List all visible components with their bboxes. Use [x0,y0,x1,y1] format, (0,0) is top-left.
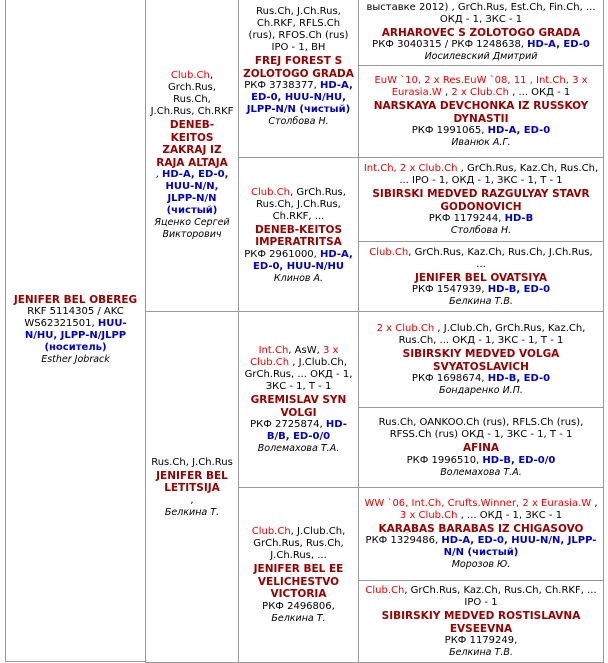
ggparent-1-registration [372,39,590,51]
text-segment: РКФ 2496806, [262,600,335,612]
text-segment[interactable]: HD-A, ED-0 [527,39,590,51]
text-segment: РКФ 2725874, [250,419,326,430]
text-segment: , GrCh.Rus, Kaz.Ch, Rus.Ch, ... IPO - 1, ОКД - 1, ЗКС - 1, Т - 1 [399,163,599,186]
ggparent-2-registration [412,125,550,137]
subject-dog-owner: Esther Jobrack [41,354,110,366]
ggparent-8-registration [445,635,518,647]
ggparent-1-owner: Иосилевский Дмитрий [424,51,538,63]
grandparent-cell-4 [238,487,359,663]
text-segment: , GrCh.Rus, Kaz.Ch, Rus.Ch, J.Ch.Rus, ... [408,246,593,270]
text-segment: РКФ 1547939, [411,284,488,296]
text-segment: , [591,497,598,509]
subject-dog-name[interactable]: JENIFER BEL OBEREG [13,293,138,306]
grandparent-3-owner: Волемахова Т.А. [257,443,340,454]
text-segment[interactable]: 2 x Club.Ch [451,87,509,98]
text-segment[interactable]: Club.Ch [369,246,409,258]
text-segment[interactable]: HD-A, ED-0 [487,125,551,136]
subject-dog-registration [10,306,141,354]
text-segment: , Grch.Rus, Rus.Ch, J.Ch.Rus, Ch.RKF [150,70,234,117]
grandparent-2-name[interactable]: DENEB-KEITOS IMPERATRITSA [254,223,343,248]
ggparent-8-owner: Белкина Т.В. [449,647,513,658]
grandparent-2-titles [243,187,354,223]
text-segment[interactable]: Int.Ch, 2 x Club.Ch [363,163,458,174]
ggparent-1-name[interactable]: ARHAROVEC S ZOLOTOGO GRADA [381,26,581,39]
text-segment: РКФ 3738377, [244,80,321,91]
ggparent-cell-7 [358,487,604,581]
text-segment: РКФ 1698674, [411,373,488,384]
text-segment: , GrCh.Rus, Rus.Ch, J.Ch.Rus, Ch.RKF, ... [256,186,346,222]
text-segment: , J.Club.Ch, GrCh.Rus, Kaz.Ch, Rus.Ch, ... ОКД - 1, ЗКС - 1, Т - 1 [398,323,586,346]
parent-dam-registration [190,495,193,507]
parent-cell-dam [145,311,239,663]
text-segment[interactable]: Club.Ch [365,585,405,596]
text-segment[interactable]: HD-A, ED-0, HUU-N/N, JLPP-N/N (чистый) [161,169,229,216]
ggparent-6-registration [407,455,556,467]
ggparent-2-name[interactable]: NARSKAYA DEVCHONKA IZ RUSSKOY DYNASTII [373,100,589,125]
parent-cell-sire [145,0,239,312]
ggparent-3-registration [429,213,533,225]
grandparent-cell-2 [238,157,359,313]
ggparent-2-owner: Иванюк А.Г. [451,137,511,148]
ggparent-6-name[interactable]: AFINA [462,442,500,455]
ggparent-cell-6 [358,407,604,488]
ggparent-cell-4 [358,241,604,313]
text-segment[interactable]: 3 x Club.Ch [250,345,339,368]
grandparent-2-owner: Клинов А. [273,272,324,284]
ggparent-5-name[interactable]: SIBIRSKIY MEDVED VOLGA SVYATOSLAVICH [402,348,560,373]
ggparent-5-registration [412,373,550,385]
text-segment: Rus.Ch, OANKOO.Ch (rus), RFLS.Ch (rus), RFSS.Ch (rus) ОКД - 1, ЗКС - 1, Т - 1 [378,417,584,441]
grandparent-3-name[interactable]: GREMISLAV SYN VOLGI [250,394,347,419]
text-segment: RKF 5114305 / AKC WS62321501, [24,306,124,330]
parent-dam-owner: Белкина Т. [164,506,220,518]
text-segment: РКФ 1329486, [365,535,442,547]
text-segment: , J.Club.Ch, GrCh.Rus, Rus.Ch, J.Ch.Rus, ... [253,526,346,562]
text-segment: Rus.Ch, J.Ch.Rus [151,456,233,468]
ggparent-1-titles [363,2,599,26]
text-segment[interactable]: HD-A, ED-0, HUU-N/N, JLPP-N/N (чистый) [441,535,597,559]
text-segment: , GrCh.Rus, Kaz.Ch, Rus.Ch, Ch.RKF, ... IPO - 1 [404,585,597,608]
text-segment[interactable]: WW `06, Int.Ch, Crufts.Winner, 2 x Eurasia.W [364,497,592,509]
text-segment[interactable]: Int.Ch [258,345,289,356]
ggparent-cell-2 [358,65,604,158]
parent-dam-titles [151,457,233,469]
parent-dam-name[interactable]: JENIFER BEL LETITSIJA [156,469,228,494]
parent-sire-registration [150,169,234,217]
ggparent-2-titles [363,75,599,99]
text-segment[interactable]: HD-A, ED-0, HUU-N/HU, JLPP-N/N (чистый) [246,80,353,115]
text-segment[interactable]: 3 x Club.Ch [399,509,458,521]
grandparent-3-registration [243,419,354,443]
grandparent-1-registration [243,80,354,116]
text-segment: , AsW, [288,345,323,356]
text-segment: , [155,169,162,180]
ggparent-3-name[interactable]: SIBIRSKI MEDVED RAZGULYAY STAVR GODONOVICH [372,188,590,213]
text-segment: РКФ 2961000, [244,248,321,260]
grandparent-cell-1 [238,0,359,158]
parent-sire-titles [150,70,234,118]
grandparent-1-name[interactable]: FREJ FOREST S ZOLOTOGO GRADA [243,55,354,80]
ggparent-6-titles [363,417,599,441]
grandparent-2-registration [243,249,354,273]
text-segment[interactable]: Club.Ch [251,186,290,198]
text-segment: РКФ 1179244, [428,213,505,224]
text-segment: РКФ 1179249, [444,635,518,646]
text-segment: РКФ 1996510, [406,454,483,466]
grandparent-cell-3 [238,311,359,488]
grandparent-4-name[interactable]: JENIFER BEL EE VELICHESTVO VICTORIA [253,563,344,601]
grandparent-4-registration [262,601,335,613]
text-segment: , ... ОКД - 1, ЗКС - 1 [457,509,563,521]
parent-sire-name[interactable]: DENEB-KEITOS ZAKRAJ IZ RAJA ALTAJA [156,119,228,169]
grandparent-4-owner: Белкина Т. [271,612,326,624]
text-segment[interactable]: HD-B, ED-0 [487,284,551,296]
ggparent-cell-3 [358,157,604,242]
text-segment[interactable]: Club.Ch [170,70,210,81]
grandparent-4-titles [243,526,354,562]
text-segment: , [190,494,194,506]
ggparent-4-name[interactable]: JENIFER BEL OVATSIYA [414,271,548,284]
text-segment: , ... ОКД - 1 [508,87,571,98]
text-segment[interactable]: HD-A, ED-0, HUU-N/HU [253,248,353,272]
grandparent-1-titles [243,6,354,54]
ggparent-8-titles [363,585,599,609]
subject-dog-cell [5,0,146,662]
grandparent-1-owner: Столбова Н. [268,116,329,127]
parent-sire-owner: Яценко Сергей Викторович [154,217,230,240]
ggparent-cell-5 [358,311,604,408]
ggparent-4-titles [363,247,599,271]
ggparent-5-owner: Бондаренко И.П. [439,385,523,396]
ggparent-5-titles [363,323,599,347]
text-segment[interactable]: EuW `10, 2 x Res.EuW `08, 11 , Int.Ch, 3 x Eurasia.W [374,75,588,98]
ggparent-cell-8 [358,580,604,663]
text-segment[interactable]: HUU-N/HU, JLPP-N/JLPP (носитель) [24,318,127,354]
text-segment: , [441,87,452,98]
grandparent-3-titles [243,345,354,393]
text-segment: , J.Club.Ch, GrCh.Rus, ... ОКД - 1, ЗКС - 1, Т - 1 [244,357,353,392]
ggparent-4-registration [412,284,550,296]
ggparent-3-owner: Столбова Н. [450,225,512,236]
text-segment: выставке 2012) , GrCh.Rus, Est.Ch, Fin.Ch, ... ОКД - 1, ЗКС - 1 [366,1,596,25]
ggparent-7-titles [363,498,599,522]
ggparent-7-registration [363,535,599,559]
text-segment[interactable]: Club.Ch [251,526,291,538]
ggparent-cell-1 [358,0,604,66]
text-segment[interactable]: HD-B/B, ED-0/0 [266,419,347,442]
text-segment: РКФ 1991065, [411,125,488,136]
ggparent-7-name[interactable]: KARABAS BARABAS IZ CHIGASOVO [378,522,584,535]
ggparent-7-owner: Морозов Ю. [451,559,511,571]
ggparent-4-owner: Белкина Т.В. [449,296,513,308]
text-segment[interactable]: HD-B, ED-0/0 [482,454,556,466]
text-segment[interactable]: HD-B, ED-0 [487,373,551,384]
ggparent-6-owner: Волемахова Т.А. [440,466,522,478]
text-segment: Rus.Ch, J.Ch.Rus, Ch.RKF, RFLS.Ch (rus), RFOS.Ch (rus) IPO - 1, BH [248,6,349,53]
text-segment[interactable]: HD-B [504,213,534,224]
ggparent-8-name[interactable]: SIBIRSKIY MEDVED ROSTISLAVNA EVSEEVNA [381,610,581,635]
text-segment: РКФ 3040315 / РКФ 1248638, [372,39,528,51]
ggparent-3-titles [363,163,599,187]
text-segment[interactable]: 2 x Club.Ch [376,323,435,334]
